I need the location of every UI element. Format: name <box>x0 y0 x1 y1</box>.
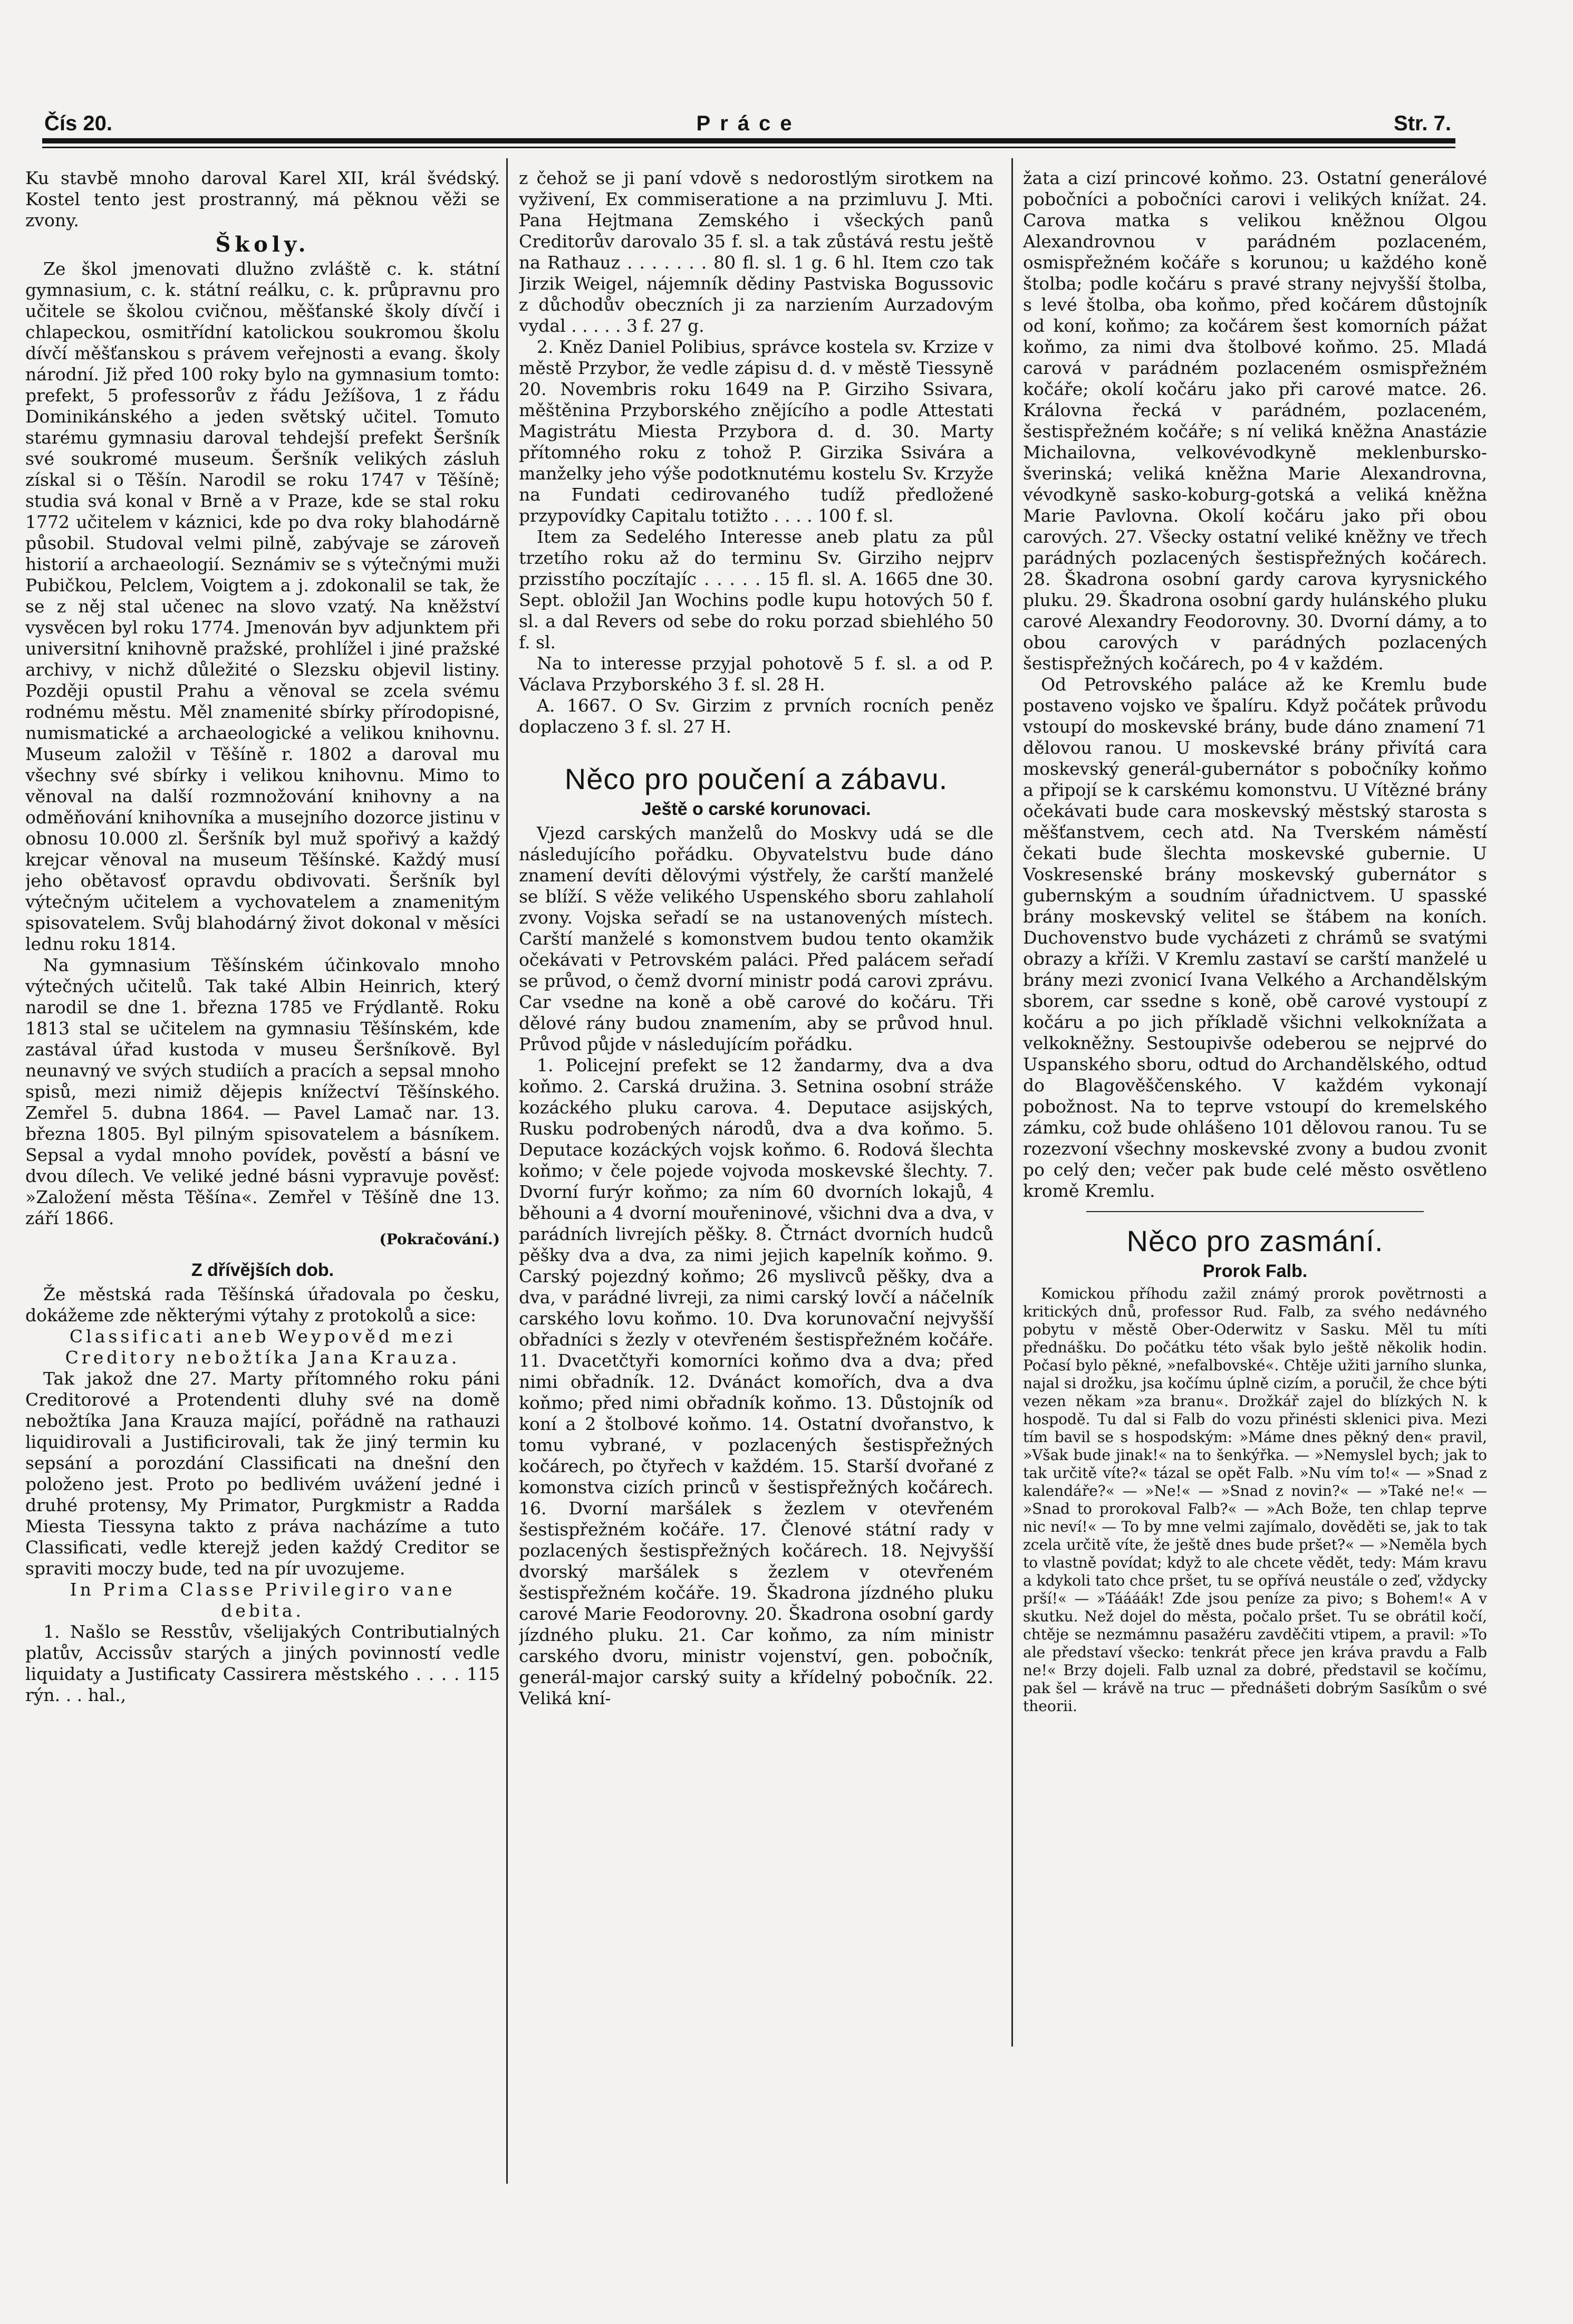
paragraph: Komickou příhodu zažil známý prorok povětrnosti a kritických dnů, professor Rud. Falb, za svého nedávného pobytu v městě Ober-Oderwitz v Sasku. Měl tu míti přednášku. Do počátku této však bylo ještě několik hodin. Počasí bylo pěkné, »nefalbovské«. Chtěje užiti jarního slunka, najal si drožku, jsa kočímu úplně cizím, a poručil, že chce býti vezen někam »za branu«. Drožkář zajel do blízkých N. k hospodě. Tu dal si Falb do vozu přinésti sklenici piva. Mezi tím bavil se s hospodským: »Máme dnes pěkný den« pravil, »Však bude jinak!« na to šenkýřka. — »Nemyslel bych; jak to tak určitě víte?« tázal se opět Falb. »Nu vím to!« — »Snad z kalendáře?« — »Ne!« — »Snad z novin?« — »Také ne!« — »Snad to prorokoval Falb?« — »Ach Bože, ten chlap teprve nic neví!« — To by mne velmi zajímalo, dověděti se, jak to tak zcela určitě víte, že ještě dnes bude pršet?« — »Neměla bych to vlastně povídat; když to ale chcete vědět, tedy: Mám kravu a kdykoli tato chce pršet, tu se opřívá neustále o zeď, vždycky prší!« — »Táááák! Zde jsou peníze za pivo; s Bohem!« A v skutku. Než dojel do města, počalo pršet. Tu se obrátil kočí, chtěje se nezmámnu pasažéru zavděčiti vtipem, a pravil: »To ale představí všecko: tenkrát přece jen kráva pravdu a Falb ne!« Brzy dojeli. Falb uznal za dobré, představil se kočímu, pak šel — krávě na truc — přednášeti dobrým Sasíkům o své theorii. <box>1023 1285 1487 1715</box>
column-divider <box>1011 158 1013 2047</box>
article-heading: Něco pro poučení a zábavu. <box>564 762 948 795</box>
issue-number: Čís 20. <box>44 112 112 135</box>
paragraph: Od Petrovského paláce až ke Kremlu bude postaveno vojsko ve špalíru. Když počátek průvodu vstoupí do moskevské brány, bude dáno znamení 71 dělovou ranou. U moskevské brány přivítá cara moskevský generál-gubernátor s pobočníky koňmo a připojí se k carskému komonstvu. U Vítězné brány očekávati bude cara moskevský městský starosta s měšťanstvem, cech atd. Na Tverském náměstí čekati bude šlechta moskevské gubernie. U Voskresenské brány moskevský gubernátor s gubernským a soudním úřadnictvem. U spasské brány moskevský velitel se štábem na koních. Duchovenstvo bude vycházeti z chrámů se svatými obrazy a kříži. V Kremlu zastaví se carští manželé u brány mezi zvonicí Ivana Velkého a Archandělským sborem, car ssedne s koně, obě carové vystoupí z kočáru a po jich příkladě všichni velkoknížata a velkokněžny. Sestoupivše odeberou se nejprvé do Uspanského sboru, odtud do Archandělského, odtud do Blagověščenského. V každém vykonají pobožnost. Na to teprve vstoupí do kremelského zámku, což bude ohlášeno 101 dělovou ranou. Tu se rozezvoní všechny moskevské zvony a budou zvonit po celý den; večer pak bude celé město osvětleno kromě Kremlu. <box>1023 674 1487 1201</box>
header-rule <box>42 138 1455 143</box>
section-heading: Školy. <box>215 232 310 257</box>
paragraph: 2. Kněz Daniel Polibius, správce kostela sv. Krzize v městě Przybor, že vedle zápisu d. d. v městě Tiessyně 20. Novembris roku 1649 na P. Girziho Ssivara, měštěnina Przyborského znějícího a podle Attestati Magistrátu Miesta Przybora d. d. 30. Marty přítomného roku z tohož P. Girzika Ssivára a manželky jeho výše podotknutému kostelu Sv. Krzyže na Fundati cedirovaného tudíž předložené przypovídky Capitalu totižto . . . . 100 f. sl. <box>519 337 993 526</box>
column-3 <box>1023 168 1487 1715</box>
column-divider <box>506 158 508 2184</box>
paragraph: z čehož se ji paní vdově s nedorostlým sirotkem na vyživení, Ex commiseratione a na przimluvu J. Mti. Pana Hejtmana Zemského i všeckých panů Creditorův darovalo 35 f. sl. a tak zůstává restu ještě na Rathauz . . . . . . . 80 fl. sl. 1 g. 6 hl. Item czo tak Jirzik Weigel, nájemník dědiny Pastviska Bogussovic z důchodův obeczních ji za narziením Aurzadovým vydal . . . . . 3 f. 27 g. <box>519 168 993 336</box>
paragraph: Ku stavbě mnoho daroval Karel XII, král švédský. Kostel tento jest prostranný, má pěknou věži se zvony. <box>25 168 500 231</box>
separator <box>1086 1211 1424 1212</box>
continuation-note: (Pokračování.) <box>379 1231 500 1248</box>
page-number: Str. 7. <box>1394 112 1451 135</box>
paragraph: Tak jakož dne 27. Marty přítomného roku páni Creditorové a Protendenti dluhy své na domě nebožtíka Jana Krauza mající, pořádně na rathauzi liquidirovali a Justificirovali, tak že jiný termin ku sepsání a porozdání Classificati na dnešní den položeno jest. Proto po bedlivém uvážení jedné i druhé protensy, My Primator, Purgkmistr a Radda Miesta Tiessyna takto z práva nacházíme a tuto Classificati, vedle kterejž jeden každý Creditor se spraviti moczy bude, ted na pír uvozujeme. <box>25 1368 500 1579</box>
paragraph: 1. Policejní prefekt se 12 žandarmy, dva a dva koňmo. 2. Carská družina. 3. Setnina osobní stráže kozáckého pluku carova. 4. Deputace asijských, Rusku podrobených národů, dva a dva koňmo. 5. Deputace kozáckých vojsk koňmo. 6. Rodová šlechta koňmo; v čele pojede vojvoda moskevské šlechty. 7. Dvorní furýr koňmo; za ním 60 dvorních lokajů, 4 běhouni a 4 dvorní mouřeninové, všichni dva a dva, v parádních livrejích pěšky. 8. Čtrnáct dvorních hudců pěšky dva a dva, za nimi jejich kapelník koňmo. 9. Carský pojezdný koňmo; 26 myslivců pěšky, dva a dva, v parádné livreji, za nimi carský lovčí a náčelník carského lovu koňmo. 10. Dva korunovační nejvyšší obřadníci s žezly v otevřeném šestispřežném kočáře. 11. Dvacetčtyři komorníci koňmo dva a dva; před nimi obřadník. 12. Dvánáct komořích, dva a dva koňmo; před nimi obřadník koňmo. 13. Důstojník od koní a 2 štolbové koňmo. 14. Ostatní dvořanstvo, k tomu vybrané, v pozlacených šestispřežných kočárech, po čtyřech v každém. 15. Starší dvořané z komonstva cizích princů v šestispřežných kočárech. 16. Dvorní maršálek s žezlem v otevřeném šestispřežném kočáře. 17. Členové státní rady v pozlacených šestispřežných kočárech. 18. Nejvyšší dvorský maršálek s žezlem v otevřeném šestispřežném kočáře. 19. Škadrona jízdného pluku carové Marie Feodorovny. 20. Škadrona osobní gardy jízdného pluku. 21. Car koňmo, za ním ministr carského dvoru, ministr vojenství, gen. pobočník, generál-major carský suity a křídelný pobočník. 22. Veliká kní- <box>519 1055 993 1708</box>
article-heading: Něco pro zasmání. <box>1126 1224 1384 1257</box>
header-rule-thin <box>42 147 1455 148</box>
newspaper-title: Práce <box>696 112 802 135</box>
section-heading: Z dřívějších dob. <box>191 1260 334 1280</box>
article-subheading: Prorok Falb. <box>1202 1261 1308 1281</box>
paragraph: 1. Našlo se Resstův, všelijakých Contributialných platův, Accissův starých a jiných povinností vedle liquidaty a Justificaty Cassirera městského . . . . 115 rýn. . . hal., <box>25 1621 500 1705</box>
paragraph: Vjezd carských manželů do Moskvy udá se dle následujícího pořádku. Obyvatelstvu bude dáno znamení devíti dělovými výstřely, že carští manželé se blíží. S věže velikého Uspenského sboru zahlaholí zvony. Vojska seřadí se na ustanovených místech. Carští manželé s komonstvem budou tento okamžik očekávati v Petrovském paláci. Před palácem seřadí se průvod, o čemž dvorní ministr podá carovi zprávu. Car vsedne na koně a obě carové do kočáru. Tři dělové rány budou znamením, aby se průvod hnul. Průvod půjde v následujícím pořádku. <box>519 823 993 1054</box>
paragraph: Na gymnasium Těšínském účinkovalo mnoho výtečných učitelů. Tak také Albin Heinrich, který narodil se dne 1. března 1785 ve Frýdlantě. Roku 1813 stal se učitelem na gymnasiu Těšínském, kde zastával úřad kustoda v museu Šeršníkově. Byl neunavný ve svých studiích a pracích a sepsal mnoho spisů, mezi nimiž dějepis knížectví Těšínského. Zemřel 5. dubna 1864. — Pavel Lamač nar. 13. března 1805. Byl pilným spisovatelem a básníkem. Sepsal a vydal mnoho povídek, pověstí a básní ve dvou dílech. Ve veliké jedné básni vypravuje pověsť: »Založení města Těšína«. Zemřel v Těšíně dne 13. září 1866. <box>25 955 500 1228</box>
paragraph: Ze škol jmenovati dlužno zvláště c. k. státní gymnasium, c. k. státní reálku, c. k. průpravnu pro učitele se školou cvičnou, měšťanské školy dívčí i chlapeckou, osmitřídní katolickou soukromou školu dívčí měšťanskou s právem veřejnosti a evang. školy národní. Již před 100 roky bylo na gymnasium tomto: prefekt, 5 professorův z řádu Ježíšova, 1 z řádu Dominikánského a jeden světský učitel. Tomuto starému gymnasiu daroval tehdejší prefekt Šeršník své soukromé museum. Šeršník velikých zásluh získal si o Těšín. Narodil se roku 1747 v Těšíně; studia svá konal v Brně a v Praze, kde se stal roku 1772 učitelem v káznici, kde po dva roky blahodárně působil. Studoval velmi pilně, zabývaje se zároveň historií a archaeologií. Seznámiv se s výtečnými muži Pubičkou, Pelclem, Voigtem a j. zdokonalil se tak, že se z něj stal učenec na slovo vzatý. Na kněžství vysvěcen byl roku 1774. Jmenován byv adjunktem při universitní knihovně pražské, prohlížel i jiné pražské archivy, v nichž důležité o Slezsku objevil listiny. Později opustil Prahu a věnoval se zcela svému rodnému městu. Měl znamenité sbírky přírodopisné, numismatické a archaeologické a velikou knihovnu. Museum založil v Těšíně r. 1802 a daroval mu všechny své sbírky i velikou knihovnu. Mimo to věnoval na další rozmnožování knihovny a na odměňování knihovníka a musejního dozorce jistinu v obnosu 10.000 zl. Šeršník byl muž spořivý a každý krejcar věnoval na museum Těšínské. Každý musí jeho obětavosť opravdu obdivovati. Šeršník byl výtečným učitelem a vychovatelem a znamenitým spisovatelem. Svůj blahodárný život dokonal v měsíci lednu roku 1814. <box>25 258 500 954</box>
paragraph: Že městská rada Těšínská úřadovala po česku, dokážeme zde některými výtahy z protokolů a sice: <box>25 1284 500 1326</box>
article-subheading: Ještě o carské korunovaci. <box>641 799 871 819</box>
paragraph: Na to interesse przyjal pohotově 5 f. sl. a od P. Václava Przyborského 3 f. sl. 28 H. <box>519 653 993 695</box>
document-title: Classificati aneb Weypověd mezi Creditory nebožtíka Jana Krauza. <box>65 1326 460 1368</box>
paragraph: žata a cizí princové koňmo. 23. Ostatní generálové pobočníci a pobočníci carovi i velikých knížat. 24. Carova matka s velikou kněžnou Olgou Alexandrovnou v parádném pozlaceném, osmispřežném kočáře s korunou; u každého koně štolba; podle kočáru s pravé strany nejvyšší štolba, s levé štolba, oba koňmo, před kočárem důstojník od koní, koňmo; za kočárem šest komorních pážat koňmo, za nimi dva štolbové koňmo. 25. Mladá carová v parádném pozlaceném osmispřežném kočáře; okolí kočáru jako při carové matce. 26. Královna řecká v parádném, pozlaceném, šestispřežném kočáře; s ní veliká kněžna Anastázie Michailovna, velkovévodkyně meklenbursko-šverinská; veliká kněžna Marie Alexandrovna, vévodkyně sasko-koburg-gotská a veliká kněžna Marie Pavlovna. Okolí kočáru jako při obou carových. 27. Všecky ostatní veliké kněžny ve třech parádných pozlacených šestispřežných kočárech. 28. Škadrona osobní gardy carova kyrysnického pluku. 29. Škadrona osobní gardy hulánského pluku carové Alexandry Feodorovny. 30. Dvorní dámy, a to obou carových v parádných pozlacených šestispřežných kočárech, po 4 v každém. <box>1023 168 1487 674</box>
document-subtitle: In Prima Classe Privilegiro vane debita. <box>70 1579 456 1621</box>
column-2 <box>519 168 993 1709</box>
column-1 <box>25 168 500 1706</box>
paragraph: A. 1667. O Sv. Girzim z prvních rocních peněz doplaczeno 3 f. sl. 27 H. <box>519 695 993 737</box>
paragraph: Item za Sedelého Interesse aneb platu za půl trzetího roku až do terminu Sv. Girziho nejprv przisstího poczítajíc . . . . . 15 fl. sl. A. 1665 dne 30. Sept. obložil Jan Wochins podle kupu hotových 50 f. sl. a dal Revers od sebe do roku porzad sbiehlého 50 f. sl. <box>519 526 993 652</box>
